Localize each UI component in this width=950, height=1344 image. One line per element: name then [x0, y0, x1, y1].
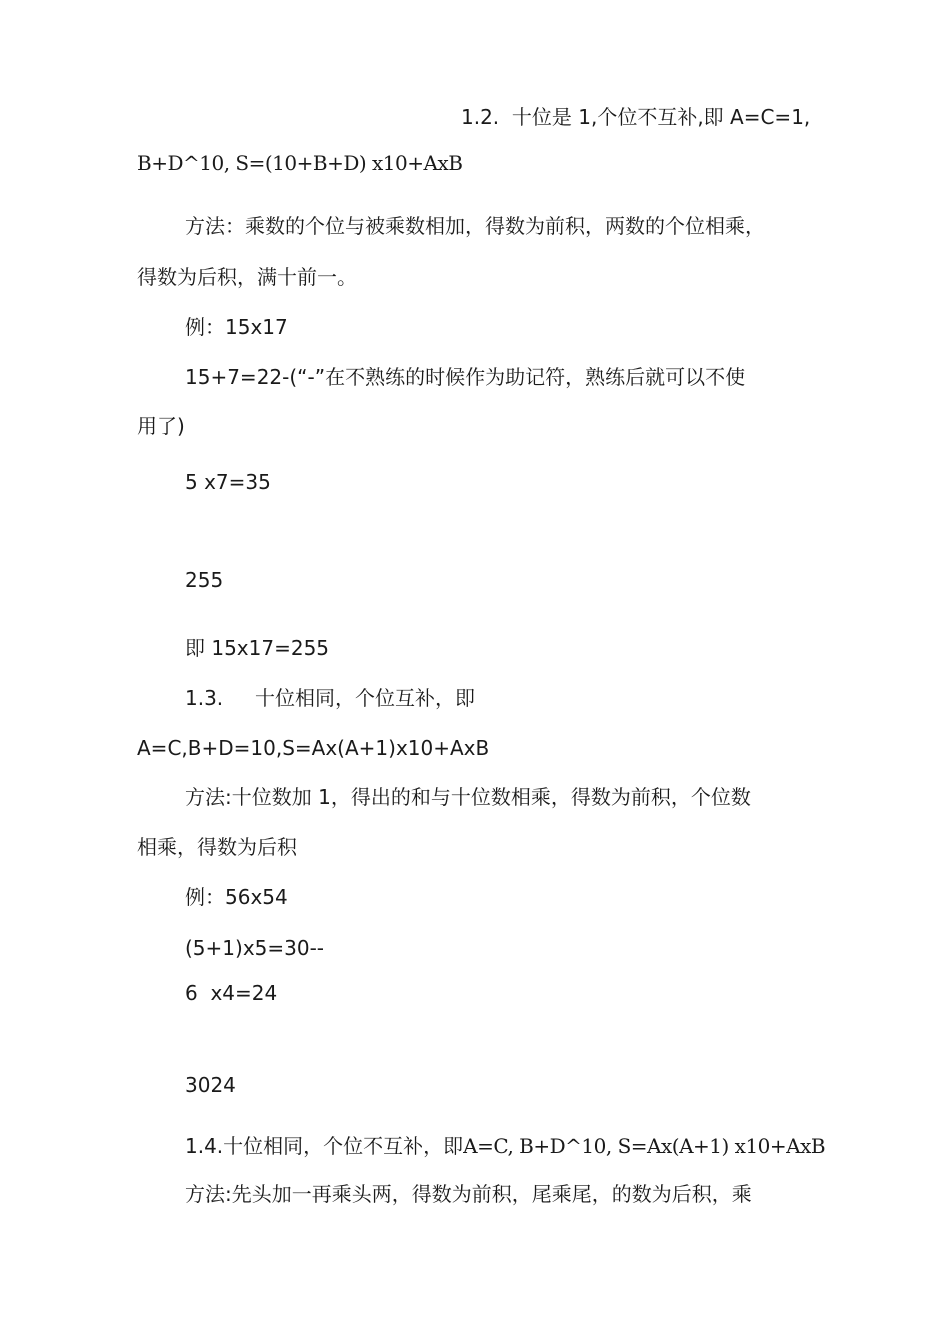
heading-1-4: [185, 1136, 825, 1156]
example-1-2-result: 255: [185, 568, 224, 592]
heading-1-2: 1.2. 十位是 1,个位不互补,即 A=C=1,: [461, 105, 811, 129]
example-1-3-step-1: (5+1)x5=30--: [185, 936, 325, 960]
method-1-2-line-1: 方法：乘数的个位与被乘数相加，得数为前积，两数的个位相乘，: [185, 214, 765, 238]
method-1-2-line-2: 得数为后积，满十前一。: [137, 265, 357, 289]
example-1-2-title: 例：15x17: [185, 315, 288, 339]
method-1-3-line-2: 相乘，得数为后积: [137, 835, 297, 859]
formula-1-3: A=C,B+D=10,S=Ax(A+1)x10+AxB: [137, 736, 490, 760]
formula-1-2: B+D^10, S=(10+B+D) x10+AxB: [137, 151, 463, 175]
heading-1-3: 1.3. 十位相同，个位互补，即: [185, 686, 475, 710]
example-1-3-step-2: 6 x4=24: [185, 981, 278, 1005]
example-1-3-title: 例：56x54: [185, 885, 288, 909]
example-1-2-step-1: 15+7=22-(“-”在不熟练的时候作为助记符，熟练后就可以不使: [185, 365, 746, 389]
formula-1-4: A=C, B+D^10, S=Ax(A+1) x10+AxB: [463, 1134, 826, 1158]
method-1-3-line-1: 方法:十位数加 1，得出的和与十位数相乘，得数为前积，个位数: [185, 785, 751, 809]
example-1-2-step-1-cont: 用了): [137, 414, 185, 438]
example-1-2-conclusion: 即 15x17=255: [185, 636, 330, 660]
heading-1-4-label: 1.4.十位相同，个位不互补，即: [185, 1134, 464, 1158]
example-1-3-result: 3024: [185, 1073, 236, 1097]
method-1-4-line-1: 方法:先头加一再乘头两，得数为前积，尾乘尾，的数为后积，乘: [185, 1182, 752, 1206]
example-1-2-step-2: 5 x7=35: [185, 470, 271, 494]
